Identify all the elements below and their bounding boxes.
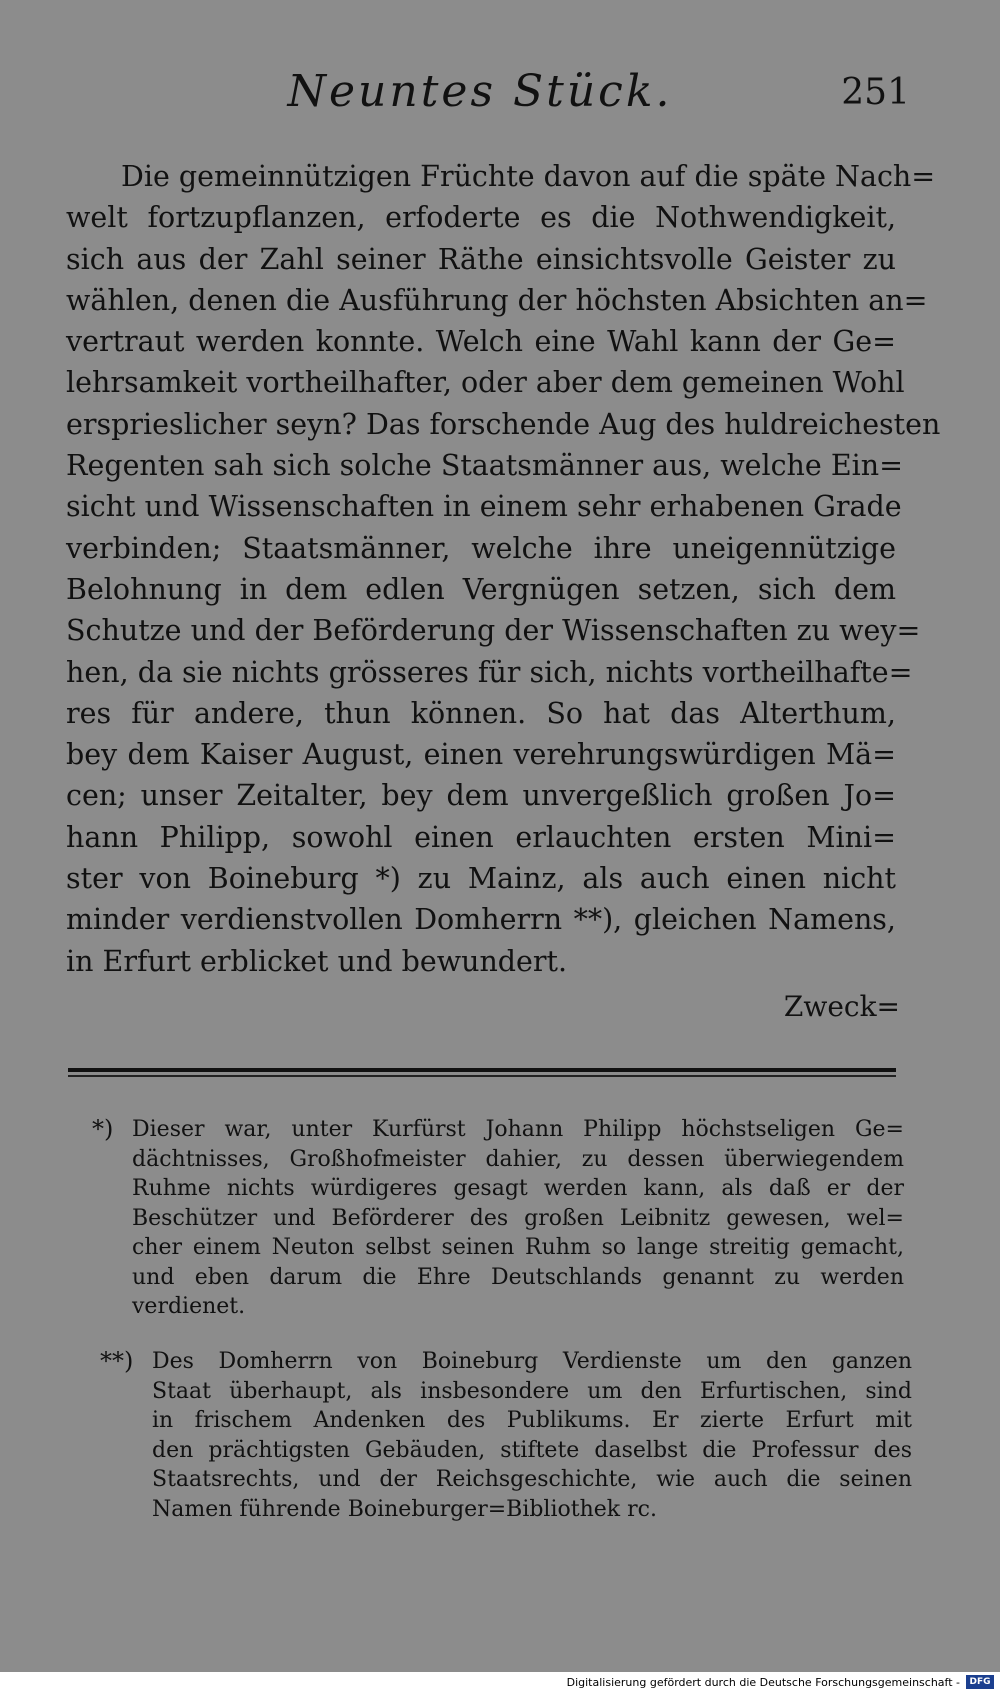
footnote-line: cher einem Neuton selbst seinen Ruhm so lange streitig gemacht, bbox=[132, 1235, 904, 1260]
footnote-line: Staat überhaupt, als insbesondere um den Erfurtischen, sind bbox=[152, 1378, 912, 1404]
footnote-line: in frischem Andenken des Publikums. Er zierte Erfurt mit bbox=[152, 1408, 912, 1433]
body-line: ster von Boineburg *) zu Mainz, als auch einen nicht bbox=[66, 862, 896, 896]
body-line: Schutze und der Beförderung der Wissenschaften zu wey= bbox=[66, 614, 921, 648]
body-line: Die gemeinnützigen Früchte davon auf die späte Nach= bbox=[121, 160, 936, 193]
digitization-credit: Digitalisierung gefördert durch die Deutsche Forschungsgemeinschaft - bbox=[566, 1676, 960, 1689]
footer-bar bbox=[0, 1672, 1000, 1694]
body-line: in Erfurt erblicket und bewundert. bbox=[66, 944, 568, 978]
footnote-line: den prächtigsten Gebäuden, stiftete daselbst die Professur des bbox=[152, 1437, 912, 1463]
footnote-marker: *) bbox=[92, 1115, 114, 1143]
body-line: hen, da sie nichts grösseres für sich, nichts vortheilhafte= bbox=[66, 655, 913, 689]
footnote-text bbox=[132, 1115, 904, 1322]
body-line: sicht und Wissenschaften in einem sehr erhabenen Grade bbox=[66, 490, 902, 524]
body-line: sich aus der Zahl seiner Räthe einsichtsvolle Geister zu bbox=[66, 242, 896, 276]
body-line: ersprieslicher seyn? Das forschende Aug des huldreichesten bbox=[66, 407, 941, 441]
footnote-marker: **) bbox=[100, 1347, 134, 1375]
running-head-title: Neuntes Stück. bbox=[287, 66, 673, 117]
body-text bbox=[66, 156, 941, 982]
footnote-line: verdienet. bbox=[132, 1294, 246, 1319]
dfg-logo-icon: DFG bbox=[966, 1675, 994, 1689]
body-line: Regenten sah sich solche Staatsmänner aus, welche Ein= bbox=[66, 449, 903, 483]
body-line: vertraut werden konnte. Welch eine Wahl kann der Ge= bbox=[66, 325, 896, 359]
body-line: verbinden; Staatsmänner, welche ihre uneigennützige bbox=[66, 531, 896, 565]
footnote-text bbox=[152, 1347, 912, 1524]
body-line: minder verdienstvollen Domherrn **), gleichen Namens, bbox=[66, 903, 896, 937]
footnote-line: Dieser war, unter Kurfürst Johann Philipp höchstseligen Ge= bbox=[132, 1117, 904, 1142]
body-line: res für andere, thun können. So hat das Alterthum, bbox=[66, 696, 896, 730]
footnote-line: Staatsrechts, und der Reichsgeschichte, wie auch die seinen bbox=[152, 1467, 912, 1492]
body-line: lehrsamkeit vortheilhafter, oder aber dem gemeinen Wohl bbox=[66, 366, 905, 400]
footnote-line: Beschützer und Beförderer des großen Leibnitz gewesen, wel= bbox=[132, 1205, 904, 1231]
footnote-line: Namen führende Boineburger=Bibliothek rc. bbox=[152, 1496, 657, 1522]
footnote-line: Ruhme nichts würdigeres gesagt werden kann, als daß er der bbox=[132, 1176, 904, 1201]
footnote-line: Des Domherrn von Boineburg Verdienste um den ganzen bbox=[152, 1349, 912, 1374]
footnote-rule bbox=[68, 1068, 896, 1072]
body-line: wählen, denen die Ausführung der höchsten Absichten an= bbox=[66, 283, 928, 317]
body-line: welt fortzupflanzen, erfoderte es die Nothwendigkeit, bbox=[66, 201, 896, 235]
body-line: bey dem Kaiser August, einen verehrungswürdigen Mä= bbox=[66, 738, 896, 772]
catchword: Zweck= bbox=[783, 990, 900, 1023]
body-line: hann Philipp, sowohl einen erlauchten ersten Mini= bbox=[66, 820, 896, 854]
body-line: Belohnung in dem edlen Vergnügen setzen, sich dem bbox=[66, 572, 896, 606]
footnote-rule-thin bbox=[68, 1075, 896, 1077]
footnote-line: dächtnisses, Großhofmeister dahier, zu dessen überwiegendem bbox=[132, 1146, 904, 1172]
page-number: 251 bbox=[841, 72, 910, 113]
footnote-line: und eben darum die Ehre Deutschlands genannt zu werden bbox=[132, 1264, 904, 1290]
body-line: cen; unser Zeitalter, bey dem unvergeßlich großen Jo= bbox=[66, 779, 896, 813]
